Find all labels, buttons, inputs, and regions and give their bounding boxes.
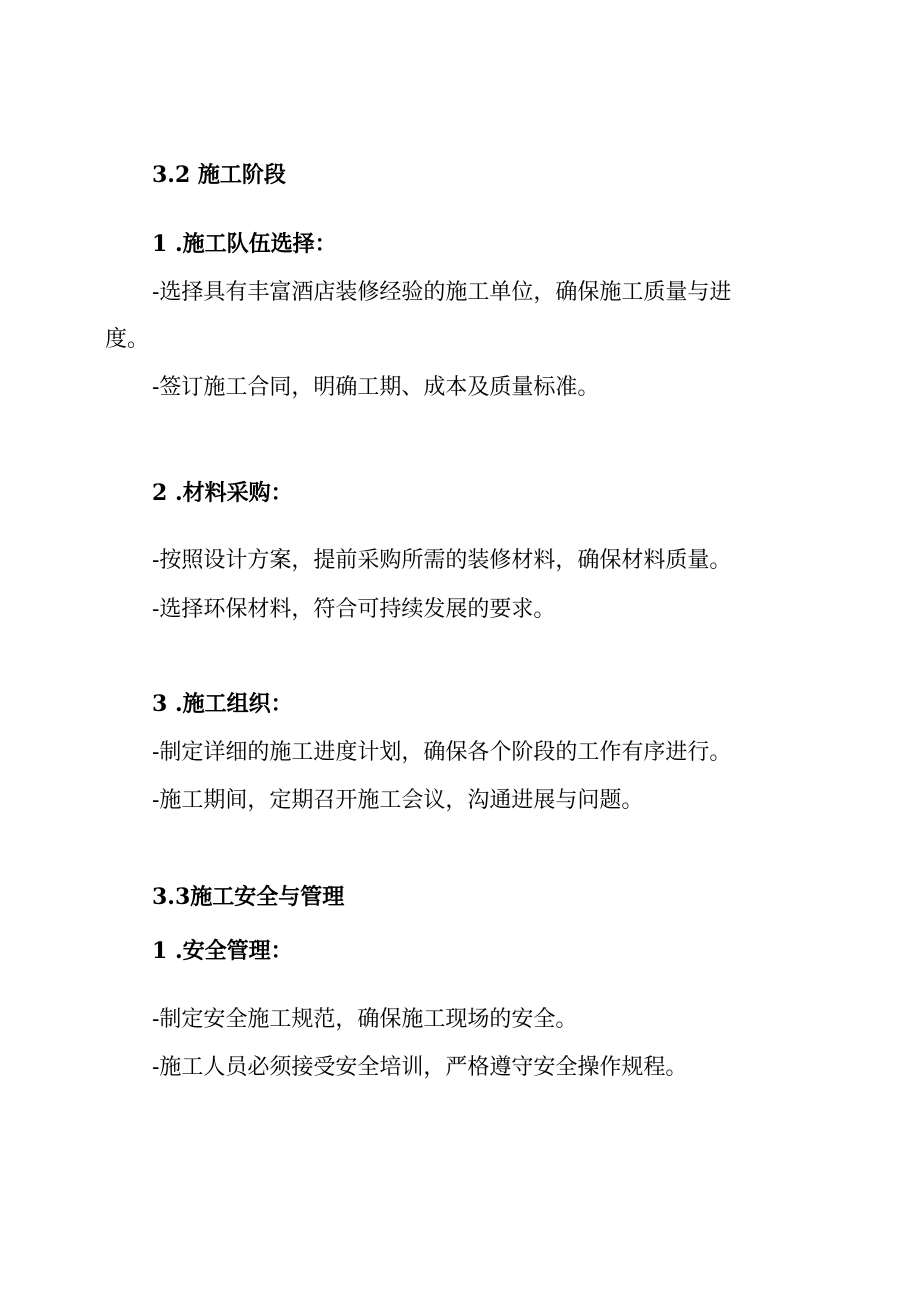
bullet-line: -选择具有丰富酒店装修经验的施工单位，确保施工质量与进 bbox=[152, 280, 732, 305]
section-heading-3-2: 3.2 施工阶段 bbox=[152, 162, 286, 188]
bullet-line: -签订施工合同，明确工期、成本及质量标准。 bbox=[152, 375, 600, 400]
item-title-team-selection: 1 .施工队伍选择： bbox=[152, 231, 337, 257]
item-title-material-purchase: 2 .材料采购： bbox=[152, 480, 293, 506]
bullet-line: -制定详细的施工进度计划，确保各个阶段的工作有序进行。 bbox=[152, 740, 732, 765]
bullet-line: -选择环保材料，符合可持续发展的要求。 bbox=[152, 597, 556, 622]
bullet-line: -施工人员必须接受安全培训，严格遵守安全操作规程。 bbox=[152, 1055, 688, 1080]
bullet-line: -制定安全施工规范，确保施工现场的安全。 bbox=[152, 1007, 578, 1032]
bullet-line-continuation: 度。 bbox=[105, 327, 150, 352]
bullet-line: -施工期间，定期召开施工会议，沟通进展与问题。 bbox=[152, 788, 644, 813]
item-title-safety-management: 1 .安全管理： bbox=[152, 938, 293, 964]
bullet-line: -按照设计方案，提前采购所需的装修材料，确保材料质量。 bbox=[152, 548, 732, 573]
item-title-construction-organization: 3 .施工组织： bbox=[152, 691, 293, 717]
section-heading-3-3: 3.3施工安全与管理 bbox=[152, 884, 345, 910]
